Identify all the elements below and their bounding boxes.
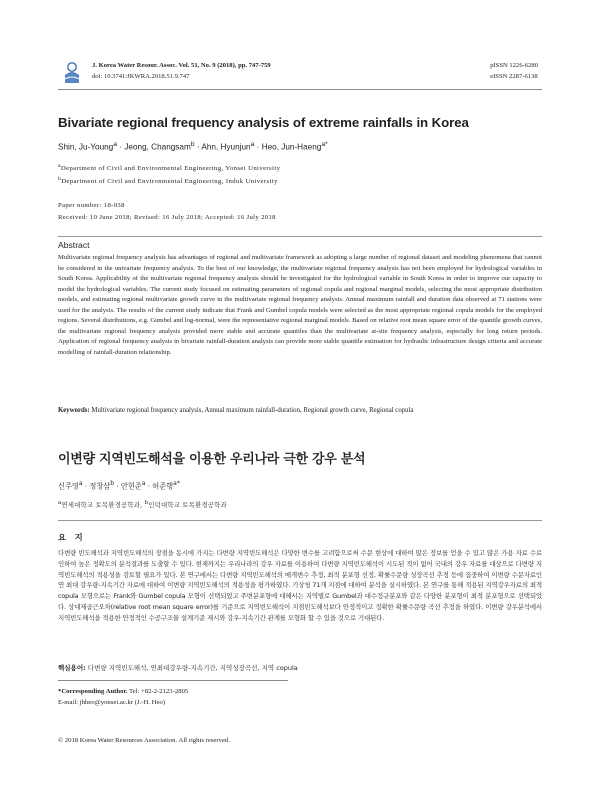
- author-name: Heo, Jun-Haeng: [261, 142, 322, 152]
- eissn: eISSN 2287-6138: [490, 73, 538, 80]
- korean-keywords-label: 핵심용어:: [58, 664, 86, 672]
- journal-citation: J. Korea Water Resour. Assoc. Vol. 51, No. 9 (2018), pp. 747-759: [92, 62, 271, 69]
- author-affil-mark: a: [113, 141, 118, 148]
- affiliation-item: $^b$Department of Civil and Environmental Engineering, Induk University: [58, 176, 278, 186]
- issn-block: [490, 60, 538, 82]
- abstract-divider: [58, 236, 542, 237]
- copyright-notice: © 2018 Korea Water Resources Association. All rights reserved.: [58, 737, 230, 744]
- korean-keywords-text: 다변량 지역빈도해석, 연최대강우량-지속기간, 지역성장곡선, 지역 copula: [85, 664, 298, 672]
- journal-header: [92, 60, 271, 82]
- pissn: pISSN 1226-6280: [490, 62, 538, 69]
- korean-abstract-body: 다변량 빈도해석과 지역빈도해석의 장점을 동시에 가지는 다변량 지역빈도해석은 다양한 변수를 고려함으로써 수문 현상에 대하여 많은 정보를 얻을 수 있고 많은 가용 자료 수로 인하여 높은 정확도의 분석결과를 도출할 수 있다. 현재까지는 우리나라의 강우 자료를 이용하여 다변량 지역빈도해석이 시도된 적이 없어 국내의 강우 자료를 대상으로 다변량 지역빈도해석의 적용성을 검토할 필요가 있다. 본 연구에서는 다변량 지역빈도해석의 매개변수 추정, 최적 분포형 선정, 확률수문량 성장곡선 추정 등에 집중하여 이변량 수문자료인 연 최대 강우량-지속기간 자료에 대하여 이변량 지역빈도해석의 적용성을 평가하였다. 기상청 71개 지점에 대하여 분석을 실시하였다. 본 연구를 통해 적용된 지역강우자료의 최적 copula 모형으로는 Frank와 Gumbel copula 모형이 선택되었고 주변분포형에 대해서는 지역별로 Gumbel과 대수정규분포와 같은 다양한 분포형이 최적 분포형으로 선택되었다. 상대제곱근오차(relative root mean square error)를 기준으로 지역빈도해석이 지점빈도해석보다 안정적이고 정확한 확률수문량 곡선 추정을 하였다. 이변량 강우분석에서 지역빈도해석을 적용한 안정적인 수공구조물 설계기준 제시와 강우-지속기간 관계를 모형화 할 수 있을 것으로 기대된다.: [58, 549, 542, 622]
- affiliations: [58, 161, 280, 187]
- korean-title: 이변량 지역빈도해석을 이용한 우리나라 극한 강우 분석: [58, 452, 366, 467]
- korean-abstract-heading: 요 지: [58, 532, 86, 542]
- keywords: [58, 407, 542, 414]
- doi[interactable]: doi: 10.3741/JKWRA.2018.51.9.747: [92, 73, 190, 80]
- author-name: Ahn, Hyunjun: [201, 142, 251, 152]
- korean-affiliations: $^a$연세대학교 토목환경공학과, $^b$인덕대학교 토목환경공학과: [58, 500, 227, 510]
- author-separator: ·: [194, 142, 202, 152]
- author-separator: ·: [117, 142, 125, 152]
- corresponding-author-note: [58, 686, 188, 708]
- korean-author-list: 신주영$^a$ · 정창삼$^b$ · 안현준$^a$ · 허준행$^{a*}$: [58, 480, 180, 491]
- footnote-divider: [58, 680, 288, 681]
- keywords-text: Multivariate regional frequency analysis, Annual maximum rainfall-duration, Regional growth curve, Regional copula: [89, 407, 414, 414]
- keywords-label: Keywords:: [58, 407, 90, 414]
- author-separator: ·: [254, 142, 262, 152]
- author-affil-mark: b: [190, 141, 195, 148]
- affiliation-item: $^a$Department of Civil and Environmental Engineering, Yonsei University: [58, 163, 281, 173]
- abstract-body: Multivariate regional frequency analysis has advantages of regional and multivariate framework as adopting a large number of regional dataset and modeling phenomena that cannot be considered in the univariate frequency analysis. To the best of our knowledge, the multivariate regional frequency analysis has not been employed for hydrological variables in South Korea. Applicability of the multivariate regional frequency analysis should be investigated for the hydrological variable in South Korea in order to improve our capacity to model the hydrological variables. The current study focused on estimating parameters of regional copula and regional marginal models, selecting the most appropriate distribution models, and estimating regional multivariate growth curve in the multivariate regional frequency analysis. Annual maximum rainfall and duration data observed at 71 stations were used for the analysis. The results of the current study indicate that Frank and Gumbel copula models were selected as the most appropriate regional copula models for the employed regions. Several distributions, e.g. Gumbel and log-normal, were the representative regional marginal models. Based on relative root mean square error of the quantile growth curves, the multivariate regional frequency analysis provided more stable and accurate quantiles than the multivariate at-site frequency analysis, especially for long return periods. Application of regional frequency analysis in bivariate rainfall-duration analysis can provide more stable quantile estimation for hydraulic infrastructure design criteria and accurate modelling of rainfall-duration relationship.: [58, 254, 542, 356]
- abstract-heading: Abstract: [58, 240, 90, 250]
- author-list: [58, 141, 328, 152]
- korean-keywords: [58, 663, 542, 672]
- author-affil-mark: a: [250, 141, 255, 148]
- paper-number: Paper number: 18-038: [58, 202, 125, 209]
- corresponding-email[interactable]: E-mail: jhheo@yonsei.ac.kr (J.-H. Heo): [58, 699, 165, 706]
- paper-info: [58, 200, 276, 223]
- author-name: Jeong, Changsam: [124, 142, 191, 152]
- paper-dates: Received: 10 June 2018; Revised: 16 July 2018; Accepted: 16 July 2018: [58, 213, 276, 221]
- korean-abstract-divider: [58, 520, 542, 521]
- journal-logo-icon: [62, 61, 82, 85]
- header-divider: [58, 89, 542, 90]
- corresponding-tel: Tel: +82-2-2123-2805: [127, 688, 189, 695]
- author-name: Shin, Ju-Young: [58, 142, 114, 152]
- corresponding-label: *Corresponding Author.: [58, 688, 128, 695]
- paper-title: Bivariate regional frequency analysis of extreme rainfalls in Korea: [58, 115, 469, 130]
- author-affil-mark: a*: [321, 141, 328, 148]
